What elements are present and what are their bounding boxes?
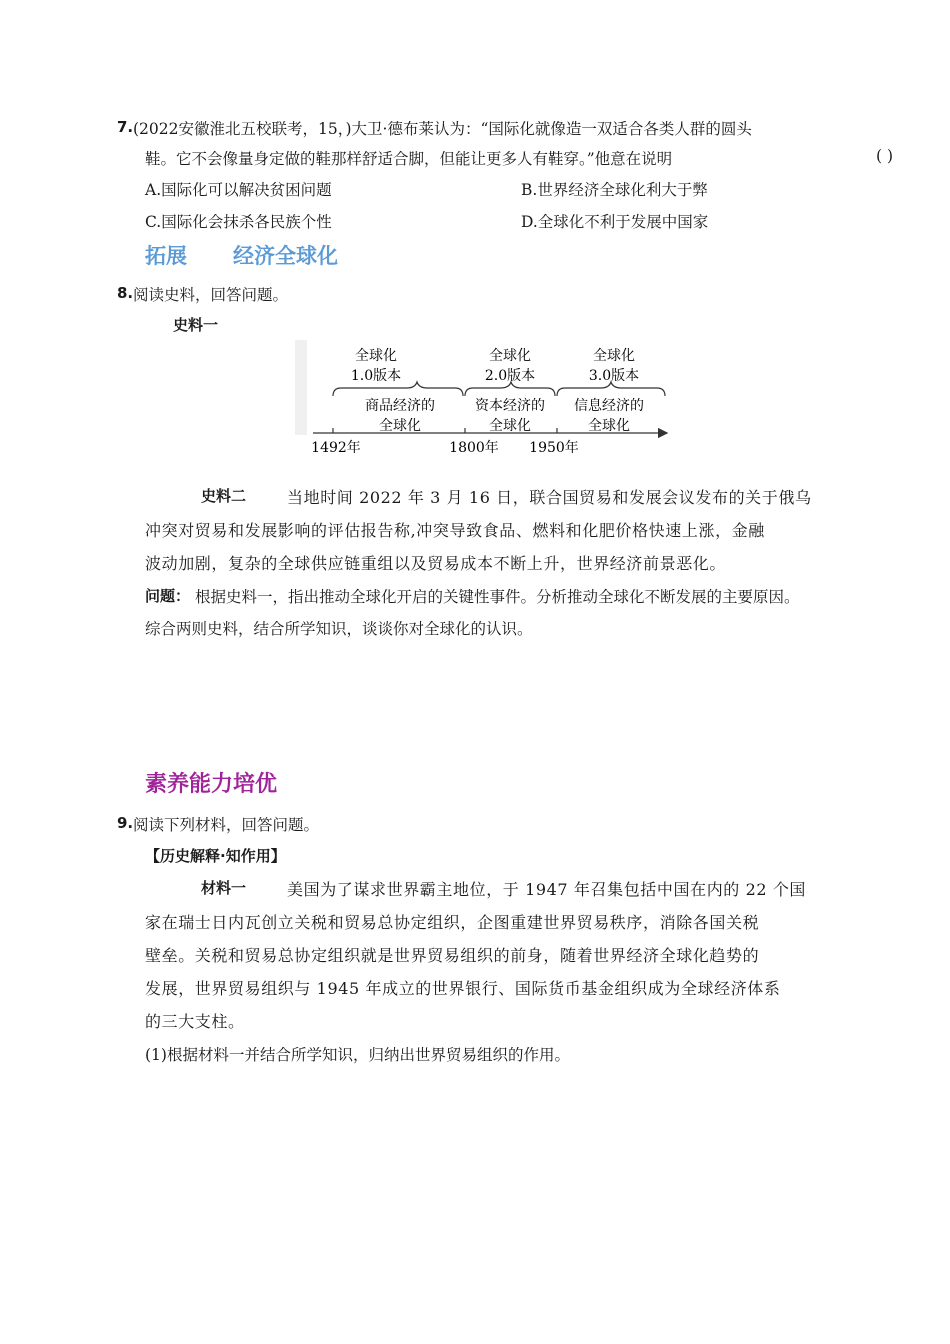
- brace-3: [557, 382, 665, 396]
- year-1492: 1492年: [311, 440, 361, 456]
- globalization-timeline: [295, 340, 675, 465]
- question-7-line1: (2022安徽淮北五校联考，15，)大卫·德布莱认为：“国际化就像造一双适合各类人群的圆头: [133, 120, 752, 138]
- version-3-line2: 3.0版本: [588, 368, 640, 384]
- version-1-line2: 1.0版本: [350, 368, 402, 384]
- brace-2: [465, 382, 555, 396]
- option-a: A.国际化可以解决贫困问题: [145, 181, 332, 199]
- source-1-label: 史料一: [173, 316, 219, 334]
- material-1-line5: 的三大支柱。: [145, 1012, 245, 1031]
- version-1-line1: 全球化: [355, 348, 397, 364]
- material-1-line4: 发展，世界贸易组织与 1945 年成立的世界银行、国际货币基金组织成为全球经济体系: [145, 979, 781, 998]
- question-9-prompt: 阅读下列材料，回答问题。: [133, 816, 320, 834]
- material-1-line3: 壁垒。关税和贸易总协定组织就是世界贸易组织的前身，随着世界经济全球化趋势的: [145, 946, 760, 965]
- question-line2: 综合两则史料，结合所学知识，谈谈你对全球化的认识。: [145, 620, 533, 638]
- sub-question-1: (1)根据材料一并结合所学知识，归纳出世界贸易组织的作用。: [145, 1046, 570, 1064]
- question-7-number: 7.: [117, 118, 134, 136]
- source-2-line3: 波动加剧，复杂的全球供应链重组以及贸易成本不断上升，世界经济前景恶化。: [145, 554, 727, 573]
- brace-1: [333, 382, 463, 396]
- section-literacy-title: 素养能力培优: [145, 772, 278, 797]
- material-1-line2: 家在瑞士日内瓦创立关税和贸易总协定组织，企图重建世界贸易秩序，消除各国关税: [145, 913, 760, 932]
- source-2-label: 史料二: [201, 487, 247, 505]
- material-1-label: 材料一: [201, 879, 247, 897]
- option-b: B.世界经济全球化利大于弊: [521, 181, 708, 199]
- scan-shadow: [295, 340, 307, 435]
- question-label: 问题：: [145, 587, 191, 605]
- version-2-line1: 全球化: [489, 348, 531, 364]
- stage-1-line1: 商品经济的: [365, 398, 435, 414]
- version-2-line2: 2.0版本: [484, 368, 536, 384]
- stage-1-line2: 全球化: [379, 418, 421, 434]
- year-1950: 1950年: [529, 440, 579, 456]
- section-expand-label: 拓展: [145, 244, 187, 268]
- question-line1: 根据史料一，指出推动全球化开启的关键性事件。分析推动全球化不断发展的主要原因。: [195, 588, 800, 606]
- material-1-line1: 美国为了谋求世界霸主地位，于 1947 年召集包括中国在内的 22 个国: [287, 880, 807, 899]
- stage-2-line1: 资本经济的: [475, 398, 545, 414]
- stage-3-line1: 信息经济的: [574, 398, 644, 414]
- source-2-line2: 冲突对贸易和发展影响的评估报告称,冲突导致食品、燃料和化肥价格快速上涨，金融: [145, 521, 765, 540]
- section-expand-title: 经济全球化: [233, 244, 338, 268]
- question-8-number: 8.: [117, 284, 134, 302]
- option-d: D.全球化不利于发展中国家: [521, 213, 709, 231]
- source-2-line1: 当地时间 2022 年 3 月 16 日，联合国贸易和发展会议发布的关于俄乌: [287, 488, 812, 507]
- version-3-line1: 全球化: [593, 348, 635, 364]
- question-9-number: 9.: [117, 814, 134, 832]
- answer-bracket: ( ): [876, 147, 894, 165]
- stage-3-line2: 全球化: [588, 418, 630, 434]
- question-7-line2: 鞋。它不会像量身定做的鞋那样舒适合脚，但能让更多人有鞋穿。”他意在说明: [145, 150, 673, 168]
- stage-2-line2: 全球化: [489, 418, 531, 434]
- year-1800: 1800年: [449, 440, 499, 456]
- q9-tag: 【历史解释·知作用】: [145, 847, 286, 865]
- option-c: C.国际化会抹杀各民族个性: [145, 213, 332, 231]
- question-8-prompt: 阅读史料，回答问题。: [133, 286, 289, 304]
